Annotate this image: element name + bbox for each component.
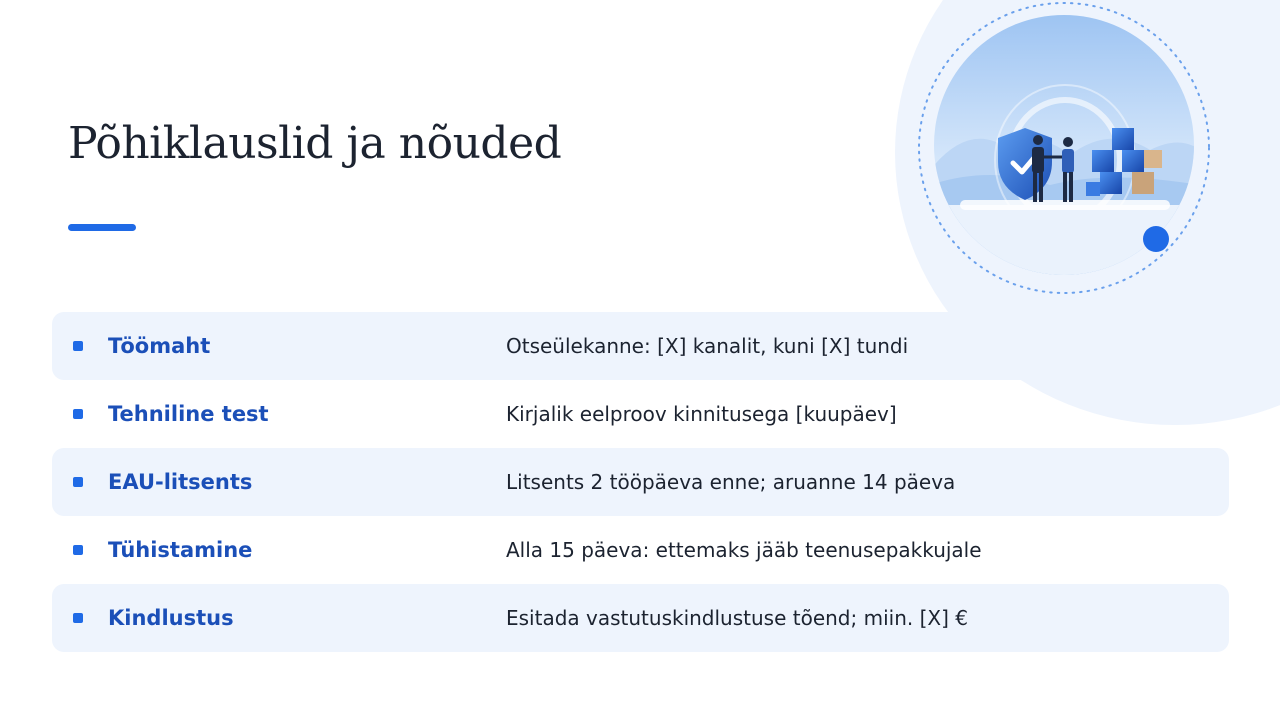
list-item <box>52 312 1229 380</box>
item-label: Tühistamine <box>108 538 253 562</box>
list-item <box>52 448 1229 516</box>
bullet-icon <box>73 477 83 487</box>
list-item <box>52 380 1229 448</box>
slide-title: Põhiklauslid ja nõuded <box>68 118 562 169</box>
bullet-icon <box>73 341 83 351</box>
item-value: Kirjalik eelproov kinnitusega [kuupäev] <box>506 402 897 426</box>
item-label: Töömaht <box>108 334 211 358</box>
bullet-icon <box>73 545 83 555</box>
item-value: Alla 15 päeva: ettemaks jääb teenusepakkujale <box>506 538 982 562</box>
item-value: Esitada vastutuskindlustuse tõend; miin. [X] € <box>506 606 968 630</box>
bullet-icon <box>73 409 83 419</box>
list-item <box>52 584 1229 652</box>
item-label: Kindlustus <box>108 606 234 630</box>
item-value: Litsents 2 tööpäeva enne; aruanne 14 päeva <box>506 470 956 494</box>
title-underline <box>68 224 136 231</box>
item-label: EAU-litsents <box>108 470 253 494</box>
list-item <box>52 516 1229 584</box>
bullet-icon <box>73 613 83 623</box>
item-label: Tehniline test <box>108 402 269 426</box>
clauses-list <box>52 312 1229 652</box>
hero-illustration <box>900 0 1240 300</box>
handshake-security-illustration-icon <box>900 0 1240 300</box>
item-value: Otseülekanne: [X] kanalit, kuni [X] tundi <box>506 334 909 358</box>
